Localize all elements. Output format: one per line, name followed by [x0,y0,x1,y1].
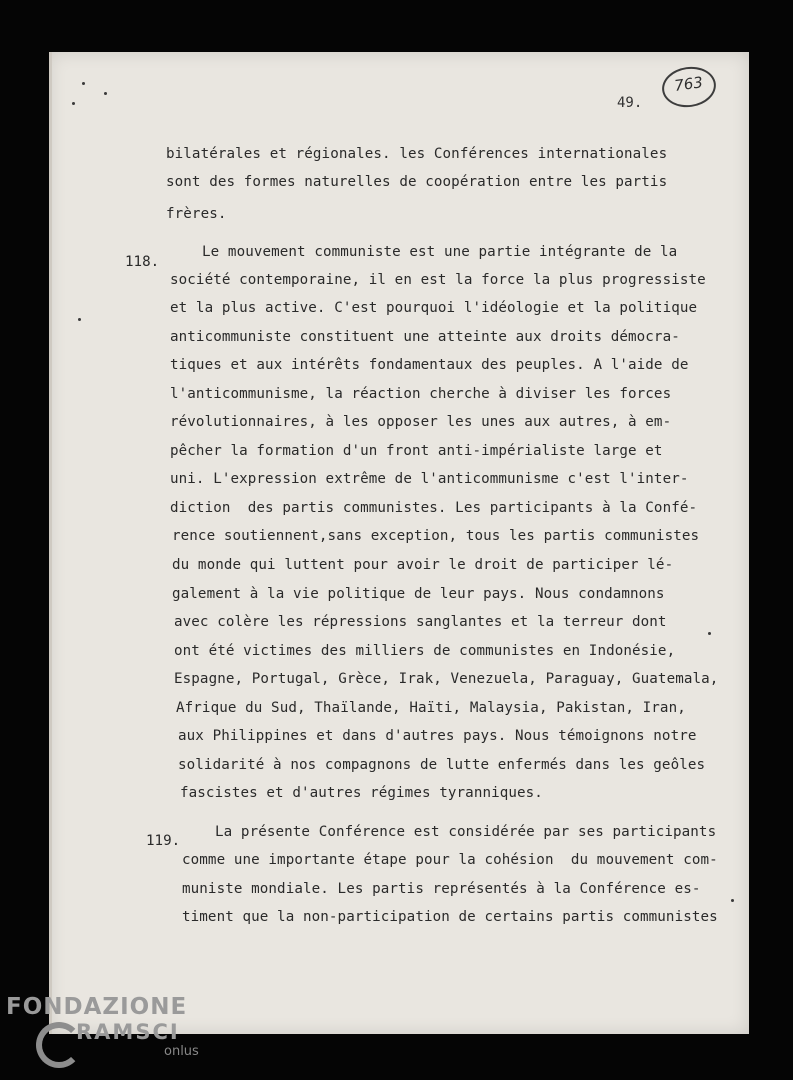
text-line: société contemporaine, il en est la force la plus progressiste [170,272,706,288]
text-line: l'anticommunisme, la réaction cherche à diviser les forces [170,386,672,402]
text-line: La présente Conférence est considérée par ses participants [215,824,717,840]
text-line: frères. [166,206,227,222]
archive-watermark [6,994,199,1059]
text-line: galement à la vie politique de leur pays. Nous condamnons [172,586,665,602]
text-line: bilatérales et régionales. les Conférences internationales [166,146,668,162]
paper-speck [82,82,85,85]
text-line: avec colère les répressions sanglantes et la terreur dont [174,614,667,630]
page-edge [49,52,52,1034]
text-line: ont été victimes des milliers de communistes en Indonésie, [174,643,676,659]
text-line: diction des partis communistes. Les participants à la Confé- [170,500,698,516]
text-line: fascistes et d'autres régimes tyranniques. [180,785,543,801]
paper-speck [708,632,711,635]
text-line: tiques et aux intérêts fondamentaux des peuples. A l'aide de [170,357,689,373]
paragraph-number: 119. [146,833,181,849]
paragraph-number: 118. [125,254,160,270]
watermark-title: FONDAZIONE [6,994,188,1020]
text-line: comme une importante étape pour la cohésion du mouvement com- [182,852,718,868]
text-line: Afrique du Sud, Thaïlande, Haïti, Malaysia, Pakistan, Iran, [176,700,686,716]
paper-speck [104,92,107,95]
text-line: Le mouvement communiste est une partie intégrante de la [202,244,678,260]
text-line: timent que la non-participation de certains partis communistes [182,909,718,925]
paper-speck [731,899,734,902]
text-line: muniste mondiale. Les partis représentés à la Conférence es- [182,881,701,897]
archive-stamp-number: 763 [673,73,705,95]
watermark-name: RAMSCI [76,1020,180,1044]
text-line: pêcher la formation d'un front anti-impérialiste large et [170,443,663,459]
text-line: Espagne, Portugal, Grèce, Irak, Venezuela, Paraguay, Guatemala, [174,671,719,687]
text-line: sont des formes naturelles de coopération entre les partis [166,174,668,190]
page-number: 49. [617,95,643,111]
text-line: solidarité à nos compagnons de lutte enfermés dans les geôles [178,757,706,773]
text-line: et la plus active. C'est pourquoi l'idéologie et la politique [170,300,698,316]
text-line: rence soutiennent,sans exception, tous les partis communistes [172,528,700,544]
paper-speck [78,318,81,321]
text-line: aux Philippines et dans d'autres pays. Nous témoignons notre [178,728,697,744]
text-line: du monde qui luttent pour avoir le droit de participer lé- [172,557,674,573]
text-line: révolutionnaires, à les opposer les unes aux autres, à em- [170,414,672,430]
paper-speck [72,102,75,105]
watermark-suffix: onlus [164,1044,199,1059]
text-line: anticommuniste constituent une atteinte aux droits démocra- [170,329,680,345]
text-line: uni. L'expression extrême de l'anticommunisme c'est l'inter- [170,471,689,487]
